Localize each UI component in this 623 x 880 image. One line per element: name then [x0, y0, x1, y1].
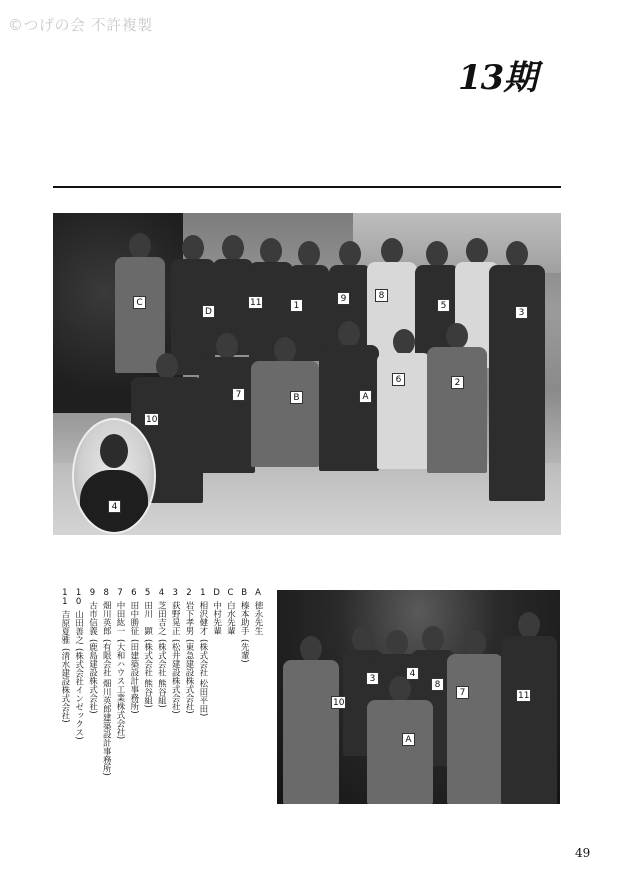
roster-number: 4 [156, 588, 167, 597]
photo-label: 5 [437, 299, 450, 312]
roster-number: 3 [170, 588, 181, 597]
roster-name: 榛本助手 [239, 601, 250, 635]
photo-label: 7 [456, 686, 469, 699]
roster-name: 田中勝征 [128, 601, 139, 635]
reunion-photo [277, 590, 560, 804]
roster-name: 荻野晃正 [170, 601, 181, 635]
roster-number: 10 [73, 588, 84, 606]
roster-name: 畑川英郎 [101, 601, 112, 635]
roster-affiliation: (田建築設計事務所) [128, 639, 139, 714]
inset-portrait [72, 418, 156, 534]
roster-affiliation: (大和ハウス工業株式会社) [115, 639, 126, 740]
roster-name: 徳永先生 [253, 601, 263, 635]
roster-entry [113, 588, 126, 828]
roster-name: 中田紘一 [115, 601, 126, 635]
photo-label: 11 [518, 691, 530, 701]
roster-number: 8 [101, 588, 112, 597]
roster-name: 相沢健才 [197, 601, 208, 635]
photo-label: 4 [108, 500, 121, 513]
roster-name: 岩下孝男 [184, 601, 195, 635]
roster-affiliation: (鹿島建設株式会社) [87, 639, 98, 714]
roster-number: 7 [115, 588, 126, 597]
roster-entry [224, 588, 237, 828]
roster-entry [72, 588, 85, 828]
roster-affiliation: (先輩) [239, 639, 250, 663]
roster-affiliation: (株式会社インゼックス) [73, 648, 84, 740]
roster-number: 11 [59, 588, 70, 606]
roster-entry [210, 588, 223, 828]
person [489, 241, 545, 501]
roster-name: 芝田吉之 [156, 601, 167, 635]
roster-name: 古市信義 [87, 601, 98, 635]
person [501, 612, 557, 804]
person [367, 676, 433, 804]
roster-affiliation: (株式会社 熊谷組) [156, 639, 167, 708]
roster-entry [99, 588, 112, 828]
roster-entry [58, 588, 71, 828]
photo-label: 1 [290, 299, 303, 312]
roster-entry [86, 588, 99, 828]
roster-name: 中村先輩 [211, 601, 222, 635]
photo-label: 8 [431, 678, 444, 691]
roster-number: D [211, 588, 222, 597]
roster-number: B [239, 588, 250, 597]
roster-entry [196, 588, 209, 828]
roster-name: 山田善之 [73, 610, 84, 644]
watermark: ©つげの会 不許複製 [8, 16, 153, 34]
roster-number: 1 [197, 588, 208, 597]
roster-number: A [253, 588, 263, 597]
person [199, 333, 255, 473]
roster-number: 2 [184, 588, 195, 597]
roster-affiliation: (株式会社 松田平田) [197, 639, 208, 717]
roster-entry [182, 588, 195, 828]
person [251, 337, 319, 467]
photo-label: 7 [232, 388, 245, 401]
roster-name: 田川 顕 [142, 601, 153, 635]
roster-number: C [225, 588, 236, 597]
roster-entry [155, 588, 168, 828]
roster-number: 5 [142, 588, 153, 597]
person [447, 630, 503, 804]
photo-label: A [359, 390, 372, 403]
roster-entry [168, 588, 181, 828]
roster-name: 白水先輩 [225, 601, 236, 635]
roster-entry [141, 588, 154, 828]
roster-affiliation: (清水建設株式会社) [59, 648, 70, 723]
roster-name: 吉原夏雅 [59, 610, 70, 644]
roster-entry [251, 588, 264, 828]
roster-affiliation: (株式会社 熊谷組) [142, 639, 153, 708]
title-rule [53, 186, 561, 188]
photo-label: 10 [333, 698, 345, 708]
roster-entry [237, 588, 250, 828]
photo-label: D [202, 305, 215, 318]
photo-label: 6 [392, 373, 405, 386]
photo-label: 2 [451, 376, 464, 389]
roster-affiliation: (有限会社 畑川英郎建築設計事務所) [101, 639, 112, 776]
photo-label: 3 [515, 306, 528, 319]
photo-label: 3 [366, 672, 379, 685]
roster-number: 9 [87, 588, 98, 597]
roster-number: 6 [128, 588, 139, 597]
roster-columns [58, 588, 264, 828]
page-number: 49 [575, 846, 591, 860]
photo-label: C [133, 296, 146, 309]
roster-affiliation: (松井建設株式会社) [170, 639, 181, 714]
photo-label: 11 [250, 298, 262, 308]
roster-entry [127, 588, 140, 828]
roster-affiliation: (東急建設株式会社) [184, 639, 195, 714]
photo-label: 9 [337, 292, 350, 305]
photo-label: 4 [406, 667, 419, 680]
photo-label: 10 [146, 415, 158, 425]
photo-label: 8 [375, 289, 388, 302]
photo-label: A [402, 733, 415, 746]
page-title: 13期 [458, 58, 537, 98]
person [283, 636, 339, 804]
person [427, 323, 487, 473]
photo-label: B [290, 391, 303, 404]
person [377, 329, 431, 469]
